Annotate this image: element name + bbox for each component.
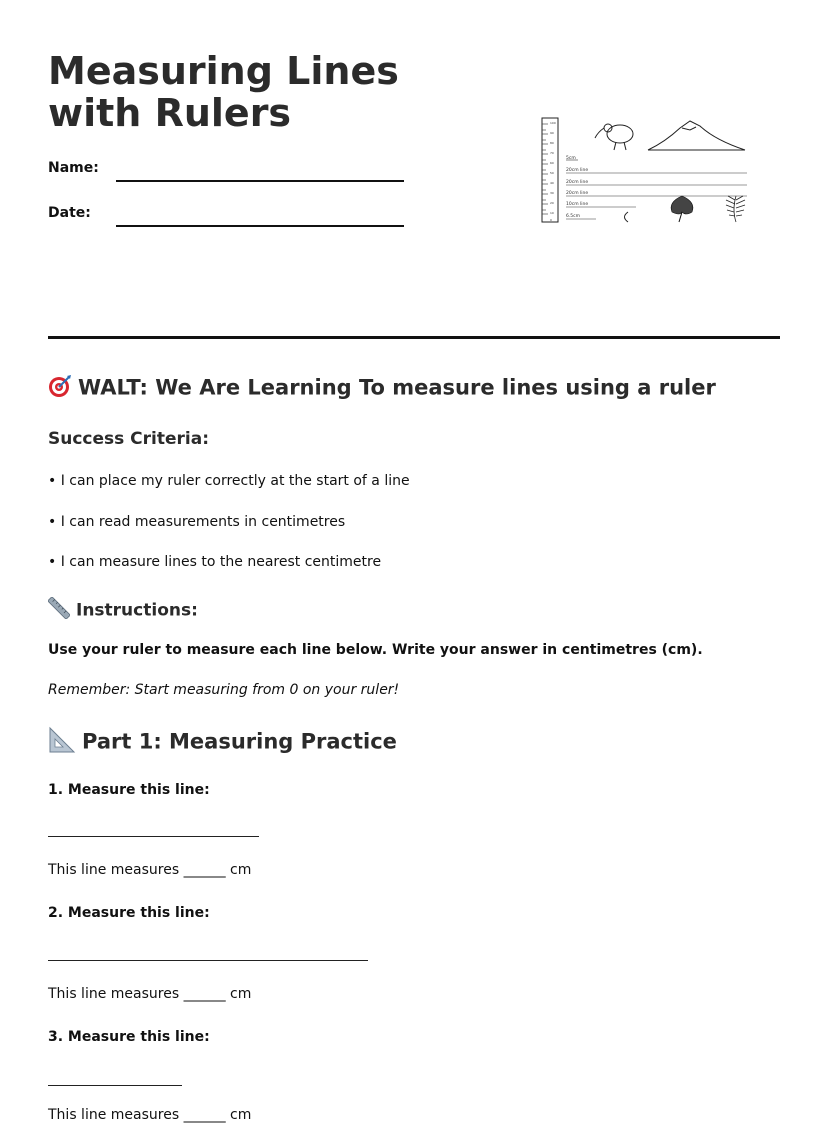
illus-label-1: 5cm bbox=[566, 156, 576, 161]
instructions-heading bbox=[48, 597, 198, 624]
instructions-reminder: Remember: Start measuring from 0 on your ruler! bbox=[48, 682, 400, 698]
illus-label-3: 20cm line bbox=[566, 180, 589, 185]
question-1-label: 1. Measure this line: bbox=[48, 782, 210, 798]
set-square-icon bbox=[48, 726, 76, 759]
svg-text:100: 100 bbox=[550, 121, 556, 125]
question-3-label: 3. Measure this line: bbox=[48, 1029, 210, 1045]
mountain-icon bbox=[648, 121, 745, 150]
criteria-item: • I can measure lines to the nearest centimetre bbox=[48, 554, 382, 570]
ruler-icon bbox=[542, 118, 558, 222]
svg-text:0: 0 bbox=[550, 218, 552, 222]
name-line[interactable] bbox=[116, 180, 404, 182]
date-label: Date: bbox=[48, 205, 91, 221]
walt-heading bbox=[48, 374, 716, 403]
kiwi-icon bbox=[595, 124, 633, 150]
answer-2[interactable]: This line measures ______ cm bbox=[48, 986, 252, 1002]
ruler-icon bbox=[48, 597, 70, 624]
walt-text: WALT: We Are Learning To measure lines using a ruler bbox=[78, 375, 716, 400]
part1-heading bbox=[48, 726, 397, 759]
name-label: Name: bbox=[48, 160, 99, 176]
svg-text:50: 50 bbox=[550, 171, 554, 175]
instructions-bold: Use your ruler to measure each line below. Write your answer in centimetres (cm). bbox=[48, 642, 703, 658]
svg-text:20: 20 bbox=[550, 201, 554, 205]
success-criteria-heading: Success Criteria: bbox=[48, 429, 210, 449]
part1-text: Part 1: Measuring Practice bbox=[82, 729, 397, 754]
measure-line-3 bbox=[48, 1085, 182, 1086]
svg-text:70: 70 bbox=[550, 151, 554, 155]
svg-text:90: 90 bbox=[550, 131, 554, 135]
question-2-label: 2. Measure this line: bbox=[48, 905, 210, 921]
criteria-item: • I can read measurements in centimetres bbox=[48, 514, 346, 530]
svg-text:30: 30 bbox=[550, 191, 554, 195]
target-icon bbox=[48, 374, 72, 403]
illus-label-2: 20cm line bbox=[566, 168, 589, 173]
illus-label-6: 6.5cm bbox=[566, 214, 581, 219]
svg-text:60: 60 bbox=[550, 161, 554, 165]
worksheet-illustration bbox=[540, 116, 752, 226]
illus-label-4: 20cm line bbox=[566, 191, 589, 196]
answer-3[interactable]: This line measures ______ cm bbox=[48, 1107, 252, 1123]
section-divider bbox=[48, 336, 780, 339]
answer-1[interactable]: This line measures ______ cm bbox=[48, 862, 252, 878]
tree-icon bbox=[671, 196, 693, 222]
svg-text:40: 40 bbox=[550, 181, 554, 185]
moon-icon bbox=[625, 212, 629, 222]
svg-text:80: 80 bbox=[550, 141, 554, 145]
measure-line-2 bbox=[48, 960, 368, 961]
measure-line-1 bbox=[48, 836, 259, 837]
criteria-item: • I can place my ruler correctly at the start of a line bbox=[48, 473, 410, 489]
date-line[interactable] bbox=[116, 225, 404, 227]
fern-icon bbox=[726, 196, 745, 222]
svg-text:10: 10 bbox=[550, 211, 554, 215]
page-title: Measuring Lines with Rulers bbox=[48, 49, 399, 135]
instructions-text: Instructions: bbox=[76, 600, 198, 621]
illus-label-5: 10cm line bbox=[566, 202, 589, 207]
